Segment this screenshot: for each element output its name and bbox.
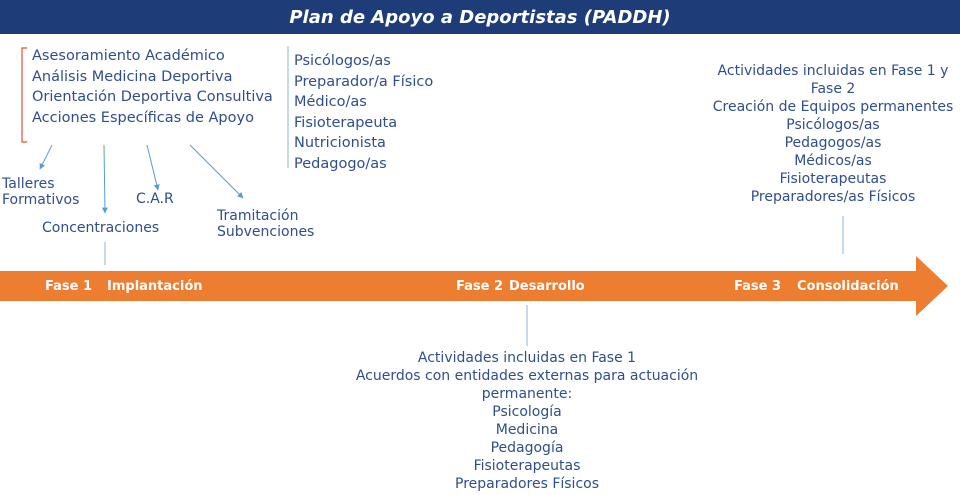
phase3-line: Psicólogos/as <box>786 117 880 133</box>
action-item: Acciones Específicas de Apoyo <box>32 109 254 126</box>
tramitacion-line: Subvenciones <box>217 224 315 240</box>
connector-concentraciones <box>104 145 105 213</box>
talleres-label <box>2 176 79 208</box>
phase3-line: Fisioterapeutas <box>779 171 887 187</box>
phase2-description <box>337 349 717 493</box>
phase3-line: Médicos/as <box>794 153 872 169</box>
professional-item: Fisioterapeuta <box>294 114 398 131</box>
phase2-line: Pedagogía <box>490 440 564 456</box>
concentraciones-label: Concentraciones <box>42 220 160 236</box>
professional-item: Psicólogos/as <box>294 53 391 69</box>
phase1-label: Fase 1 <box>45 279 93 294</box>
phase2-line: Psicología <box>492 404 562 420</box>
phase2-line: Medicina <box>495 422 559 438</box>
phase2-line: permanente: <box>481 386 573 402</box>
tramitacion-label <box>217 208 314 240</box>
phase2-label: Fase 2 <box>456 279 504 294</box>
phase3-line: Preparadores/as Físicos <box>750 189 916 205</box>
page-title: Plan de Apoyo a Deportistas (PADDH) <box>0 0 960 34</box>
car-label: C.A.R <box>136 191 174 207</box>
phase3-line: Pedagogos/as <box>784 135 882 151</box>
connector-car <box>147 145 158 190</box>
phase2-name: Desarrollo <box>509 279 585 294</box>
phase3-label: Fase 3 <box>734 279 782 294</box>
action-item: Asesoramiento Académico <box>32 48 225 64</box>
professional-item: Nutricionista <box>294 135 386 151</box>
phase1-name: Implantación <box>107 279 203 294</box>
talleres-line: Formativos <box>2 192 80 208</box>
action-item: Análisis Medicina Deportiva <box>32 68 233 85</box>
action-item: Orientación Deportiva Consultiva <box>32 89 273 105</box>
professional-item: Pedagogo/as <box>294 155 387 172</box>
connector-talleres <box>40 145 52 169</box>
phase1-professionals-list <box>294 51 433 174</box>
professional-item: Médico/as <box>294 94 367 110</box>
phase3-line: Creación de Equipos permanentes <box>712 99 954 115</box>
phase3-line: Fase 2 <box>810 81 856 97</box>
talleres-line: Talleres <box>2 176 55 192</box>
phase3-line: Actividades incluidas en Fase 1 y <box>717 63 949 79</box>
phase2-line: Acuerdos con entidades externas para actuación <box>355 368 699 384</box>
actions-bracket <box>22 48 27 142</box>
connector-tramitacion <box>190 145 243 198</box>
phase3-name: Consolidación <box>797 279 899 294</box>
phase3-description <box>708 62 958 206</box>
phase2-line: Actividades incluidas en Fase 1 <box>417 350 637 366</box>
phase2-line: Preparadores Físicos <box>455 476 599 492</box>
phase2-line: Fisioterapeutas <box>473 458 581 474</box>
phase1-actions-list <box>32 46 273 128</box>
professional-item: Preparador/a Físico <box>294 73 434 90</box>
tramitacion-line: Tramitación <box>217 208 299 224</box>
